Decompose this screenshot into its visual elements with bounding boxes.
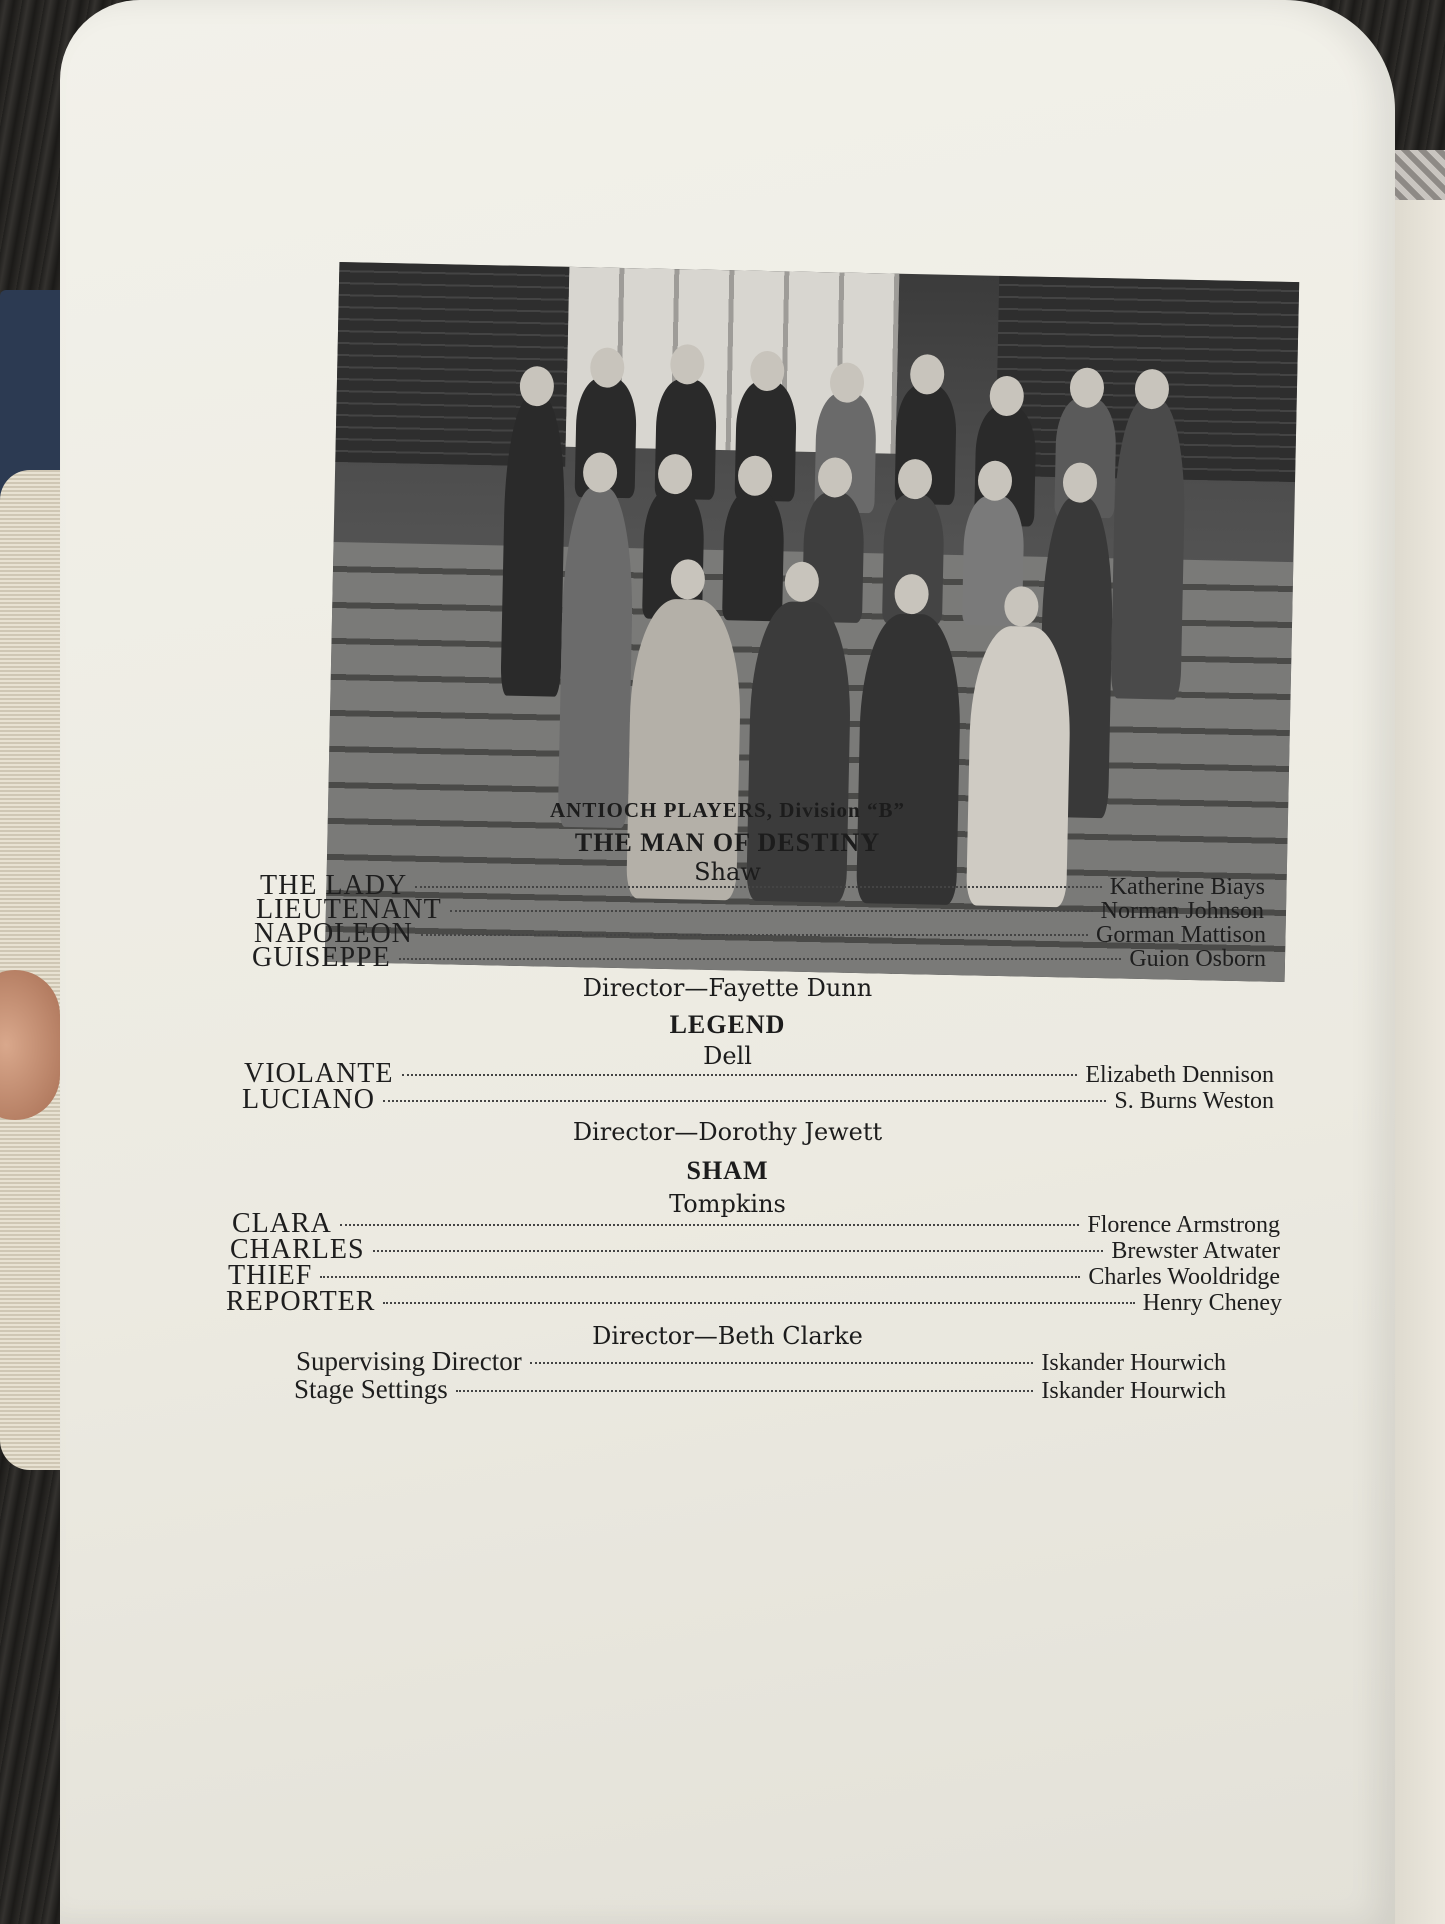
leader-dots [456,1390,1034,1392]
play-author-shaw: Shaw [694,858,761,886]
play-author-dell: Dell [703,1042,752,1070]
play-title-legend: LEGEND [669,1010,786,1039]
staff-role: Supervising Director [296,1346,522,1376]
group-of-people [406,334,1178,910]
actor-name: Katherine Biays [1109,874,1265,900]
role-name: CHARLES [230,1234,365,1265]
staff-role: Stage Settings [294,1374,448,1404]
cast-row [226,1286,1282,1318]
actor-name: Brewster Atwater [1111,1238,1280,1264]
actor-name: Elizabeth Dennison [1085,1062,1274,1088]
staff-row [296,1346,1226,1377]
actor-name: Charles Wooldridge [1088,1264,1280,1290]
cast-row [242,1084,1274,1116]
role-name: GUISEPPE [252,942,391,973]
actor-name: Guion Osborn [1129,946,1266,972]
leader-dots [530,1362,1034,1364]
role-name: THIEF [228,1260,313,1291]
staff-name: Iskander Hourwich [1041,1350,1226,1376]
leader-dots [450,910,1093,912]
staff-name: Iskander Hourwich [1041,1378,1226,1404]
leader-dots [383,1302,1134,1304]
director-line: Director—Beth Clarke [592,1322,863,1350]
play-title-sham: SHAM [686,1156,769,1185]
play-title-man-of-destiny: THE MAN OF DESTINY [574,828,881,857]
role-name: CLARA [232,1208,332,1239]
role-name: VIOLANTE [244,1058,394,1089]
play-author-tompkins: Tompkins [669,1190,786,1218]
photo-caption: ANTIOCH PLAYERS, Division “B” [550,798,905,822]
role-name: THE LADY [260,870,408,901]
role-name: NAPOLEON [254,918,413,949]
leader-dots [373,1250,1104,1252]
leader-dots [421,934,1088,936]
director-line: Director—Dorothy Jewett [572,1118,883,1146]
actor-name: S. Burns Weston [1114,1088,1274,1114]
role-name: REPORTER [226,1286,376,1317]
actor-name: Norman Johnson [1100,898,1264,924]
actor-name: Henry Cheney [1142,1290,1282,1316]
thumb [0,970,60,1120]
actor-name: Gorman Mattison [1096,922,1266,948]
role-name: LUCIANO [242,1084,375,1115]
leader-dots [399,958,1122,960]
staff-row [294,1374,1226,1405]
yearbook-page [60,0,1395,1924]
actor-name: Florence Armstrong [1087,1212,1280,1238]
director-line: Director—Fayette Dunn [582,974,873,1002]
leader-dots [320,1276,1080,1278]
leader-dots [383,1100,1106,1102]
role-name: LIEUTENANT [256,894,442,925]
leader-dots [415,886,1102,888]
leader-dots [340,1224,1079,1226]
leader-dots [402,1074,1078,1076]
cast-row [252,942,1266,974]
